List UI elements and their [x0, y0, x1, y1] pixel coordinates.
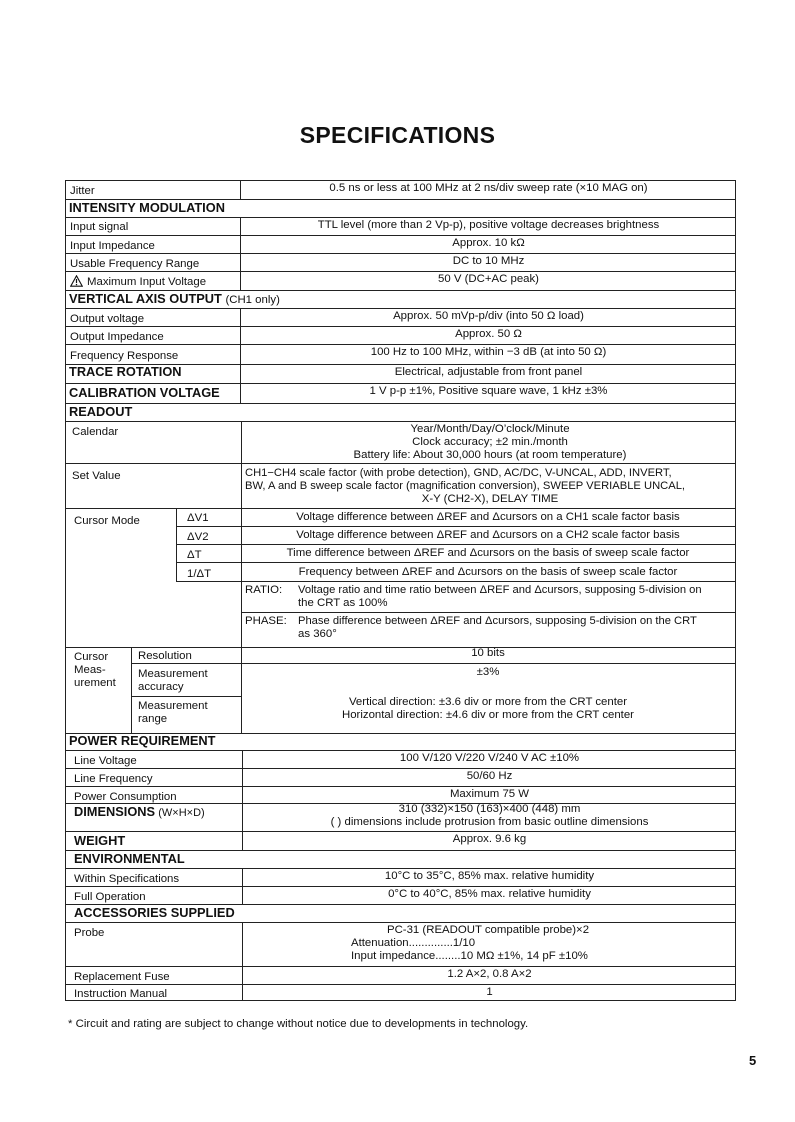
heading-readout [65, 403, 736, 422]
heading-vertical-output [65, 290, 736, 309]
value-calibration-voltage: 1 V p-p ±1%, Positive square wave, 1 kHz ±3% [240, 383, 736, 403]
row-dimensions [65, 803, 736, 832]
vertical-output-title: VERTICAL AXIS OUTPUT [69, 291, 222, 306]
heading-calibration-voltage: CALIBRATION VOLTAGE [69, 385, 220, 400]
vertical-output-note: (CH1 only) [225, 294, 280, 306]
label-resolution: Resolution [138, 650, 192, 662]
row-instruction-manual [65, 984, 736, 1001]
value-dimensions [242, 803, 736, 831]
value-max-input-voltage: 50 V (DC+AC peak) [240, 271, 736, 290]
label-usable-frequency: Usable Frequency Range [70, 258, 200, 270]
value-inverse-delta-t: Frequency between ΔREF and Δcursors on the basis of sweep scale factor [298, 566, 678, 578]
section-title-power: POWER REQUIREMENT [69, 733, 216, 748]
cursor-measurement-line-1: Cursor [74, 651, 109, 663]
value-line-voltage: 100 V/120 V/220 V/240 V AC ±10% [242, 750, 736, 768]
set-value-line-2: BW, A and B sweep scale factor (magnification conversion), SWEEP VERIABLE UNCAL, [245, 480, 686, 492]
max-input-voltage-text: Maximum Input Voltage [87, 276, 207, 288]
ratio-label: RATIO: [245, 584, 283, 596]
label-power-consumption: Power Consumption [74, 791, 177, 803]
key-inverse-delta-t: 1/ΔT [187, 568, 212, 580]
value-instruction-manual: 1 [242, 984, 736, 1001]
label-range-line-2: range [138, 713, 168, 725]
cursor-measurement-line-3: urement [74, 677, 116, 689]
probe-line-3: Input impedance........10 MΩ ±1%, 14 pF ±10% [351, 950, 588, 962]
set-value-line-3: X-Y (CH2-X), DELAY TIME [421, 493, 559, 505]
heading-trace-rotation: TRACE ROTATION [69, 364, 182, 379]
label-input-impedance: Input Impedance [70, 240, 155, 252]
phase-line-1: Phase difference between ΔREF and Δcursors, supposing 5-division on the CRT [298, 615, 697, 627]
value-usable-frequency: DC to 10 MHz [240, 253, 736, 271]
row-jitter [65, 180, 736, 200]
footnote: * Circuit and rating are subject to change without notice due to developments in technology. [68, 1018, 529, 1030]
label-within-specifications: Within Specifications [74, 873, 180, 885]
value-within-specifications: 10°C to 35°C, 85% max. relative humidity [242, 868, 736, 886]
key-delta-v2: ΔV2 [187, 531, 209, 543]
row-power-consumption [65, 786, 736, 804]
label-line-frequency: Line Frequency [74, 773, 153, 785]
value-line-frequency: 50/60 Hz [242, 768, 736, 786]
section-title-vertical-output [65, 290, 736, 308]
heading-intensity [65, 199, 736, 218]
section-title-readout: READOUT [69, 404, 133, 419]
label-probe: Probe [74, 927, 105, 939]
dimensions-note: (W×H×D) [158, 807, 205, 819]
ratio-line-1: Voltage ratio and time ratio between ΔREF and Δcursors, supposing 5-division on [298, 584, 702, 596]
range-line-2: Horizontal direction: ±4.6 div or more from the CRT center [342, 709, 634, 721]
value-accuracy: ±3% [476, 666, 500, 678]
row-line-voltage [65, 750, 736, 769]
phase-label: PHASE: [245, 615, 287, 627]
set-value-line-1: CH1−CH4 scale factor (with probe detection), GND, AC/DC, V-UNCAL, ADD, INVERT, [245, 467, 672, 479]
value-delta-v2: Voltage difference between ΔREF and Δcursors on a CH2 scale factor basis [296, 529, 680, 541]
page-title: SPECIFICATIONS [299, 122, 496, 148]
row-trace-rotation [65, 364, 736, 384]
value-delta-t: Time difference between ΔREF and Δcursors on the basis of sweep scale factor [286, 547, 690, 559]
label-line-voltage: Line Voltage [74, 755, 137, 767]
row-probe [65, 922, 736, 967]
row-replacement-fuse [65, 966, 736, 985]
value-weight: Approx. 9.6 kg [242, 831, 736, 850]
probe-line-2: Attenuation..............1/10 [351, 937, 476, 949]
label-dimensions [65, 803, 240, 831]
heading-environmental [65, 850, 736, 869]
row-output-voltage [65, 308, 736, 327]
label-max-input-voltage [65, 271, 240, 290]
calendar-line-3: Battery life: About 30,000 hours (at room temperature) [353, 449, 627, 461]
key-delta-t: ΔT [187, 549, 202, 561]
section-title-accessories: ACCESSORIES SUPPLIED [74, 905, 235, 920]
label-jitter: Jitter [70, 185, 95, 197]
label-instruction-manual: Instruction Manual [74, 988, 168, 1000]
label-accuracy-line-1: Measurement [138, 668, 208, 680]
probe-line-1: PC-31 (READOUT compatible probe)×2 [386, 924, 590, 936]
range-line-1: Vertical direction: ±3.6 div or more from the CRT center [348, 696, 628, 708]
value-jitter: 0.5 ns or less at 100 MHz at 2 ns/div sweep rate (×10 MAG on) [240, 180, 736, 199]
heading-weight: WEIGHT [74, 833, 126, 848]
label-set-value: Set Value [72, 470, 121, 482]
ratio-line-2: the CRT as 100% [298, 597, 388, 609]
dimensions-line-2: ( ) dimensions include protrusion from basic outline dimensions [330, 816, 649, 828]
dimensions-line-1: 310 (332)×150 (163)×400 (448) mm [398, 803, 581, 815]
key-delta-v1: ΔV1 [187, 512, 209, 524]
row-input-signal [65, 217, 736, 236]
section-title-environmental: ENVIRONMENTAL [74, 851, 185, 866]
row-within-specifications [65, 868, 736, 887]
value-frequency-response: 100 Hz to 100 MHz, within −3 dB (at into 50 Ω) [240, 344, 736, 364]
value-trace-rotation: Electrical, adjustable from front panel [240, 364, 736, 383]
label-replacement-fuse: Replacement Fuse [74, 971, 170, 983]
row-input-impedance [65, 235, 736, 254]
dimensions-title: DIMENSIONS [74, 804, 156, 819]
value-resolution: 10 bits [471, 647, 505, 659]
page-number: 5 [749, 1053, 757, 1068]
label-output-voltage: Output voltage [70, 313, 145, 325]
cursor-measurement-line-2: Meas- [74, 664, 106, 676]
label-accuracy-line-2: accuracy [138, 681, 184, 693]
value-input-signal: TTL level (more than 2 Vp-p), positive voltage decreases brightness [240, 217, 736, 235]
label-calendar: Calendar [72, 426, 119, 438]
row-full-operation [65, 886, 736, 905]
row-line-frequency [65, 768, 736, 787]
row-frequency-response [65, 344, 736, 365]
row-usable-frequency [65, 253, 736, 272]
value-replacement-fuse: 1.2 A×2, 0.8 A×2 [242, 966, 736, 984]
value-output-voltage: Approx. 50 mVp-p/div (into 50 Ω load) [240, 308, 736, 326]
label-input-signal: Input signal [70, 221, 129, 233]
warning-icon [70, 275, 83, 287]
value-input-impedance: Approx. 10 kΩ [240, 235, 736, 253]
value-full-operation: 0°C to 40°C, 85% max. relative humidity [242, 886, 736, 904]
section-title-intensity: INTENSITY MODULATION [69, 200, 225, 215]
calendar-line-2: Clock accuracy; ±2 min./month [412, 436, 568, 448]
phase-line-2: as 360° [298, 628, 337, 640]
label-full-operation: Full Operation [74, 891, 146, 903]
label-cursor-mode: Cursor Mode [74, 515, 140, 527]
label-output-impedance: Output Impedance [70, 331, 164, 343]
calendar-line-1: Year/Month/Day/O’clock/Minute [410, 423, 570, 435]
specifications-table [65, 180, 736, 1001]
row-calibration-voltage [65, 383, 736, 404]
value-power-consumption: Maximum 75 W [242, 786, 736, 803]
value-output-impedance: Approx. 50 Ω [240, 326, 736, 344]
heading-accessories [65, 904, 736, 923]
row-max-input-voltage [65, 271, 736, 291]
label-frequency-response: Frequency Response [70, 350, 179, 362]
row-output-impedance [65, 326, 736, 345]
heading-power [65, 733, 736, 751]
value-delta-v1: Voltage difference between ΔREF and Δcursors on a CH1 scale factor basis [296, 511, 680, 523]
label-range-line-1: Measurement [138, 700, 208, 712]
row-weight [65, 831, 736, 851]
value-probe [242, 922, 736, 966]
